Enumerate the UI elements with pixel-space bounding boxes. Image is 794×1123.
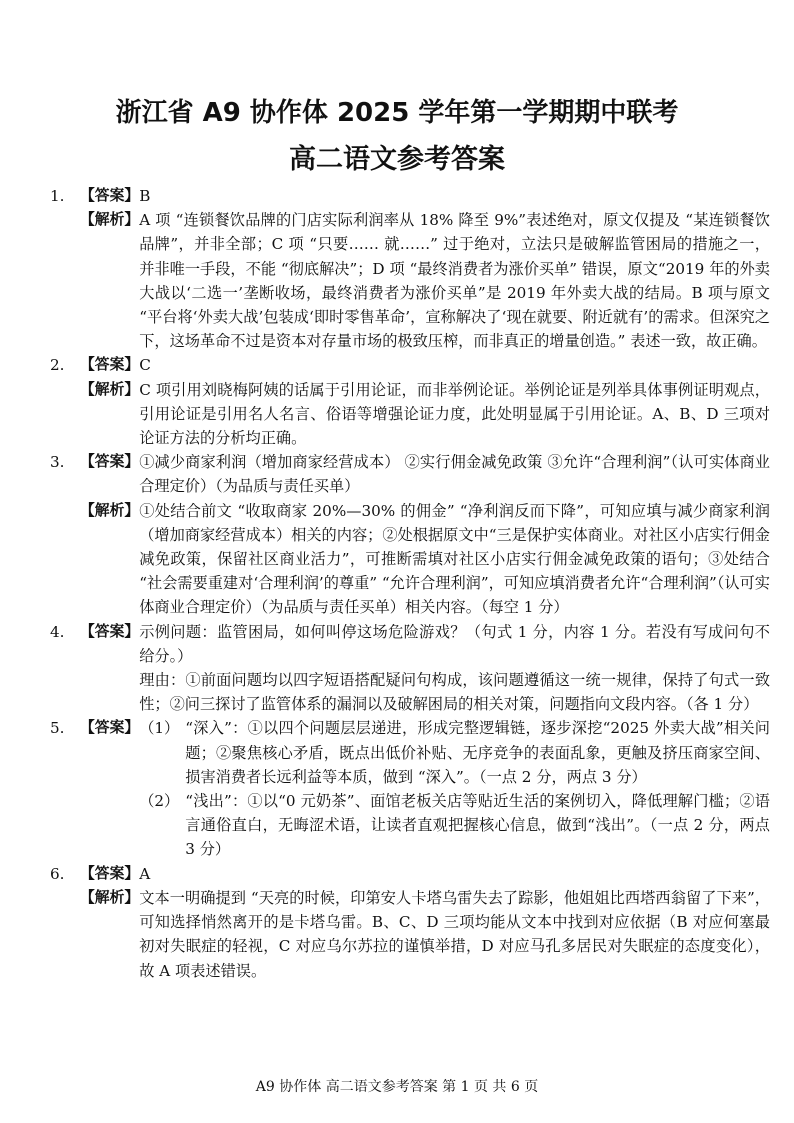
answer-tag: 【答案】: [80, 864, 140, 882]
part-label: （1）: [139, 719, 180, 738]
answer-part-1: [139, 716, 770, 789]
analysis-text: 文本一明确提到 “天亮的时候，印第安人卡塔乌雷失去了踪影，他姐姐比西塔西翁留了下来”，可知选择悄然离开的是卡塔乌雷。B、C、D 三项均能从文本中找到对应依据（B 对应何塞最初对失眠症的轻视，C 对应乌尔苏拉的谨慎举措，D 对应马孔多居民对失眠症的态度变化），故 A 项表述错误。: [139, 888, 770, 980]
answer-tag: 【答案】: [80, 356, 140, 374]
question-4: [50, 620, 770, 717]
question-5: [50, 716, 770, 861]
analysis-text: C 项引用刘晓梅阿姨的话属于引用论证，而非举例论证。举例论证是列举具体事例证明观点，引用论证是引用名人名言、俗语等增强论证力度，此处明显属于引用论证。A、B、D 三项对论证方法的分析均正确。: [139, 380, 770, 448]
analysis-tag: 【解析】: [80, 211, 140, 229]
question-number: 4.: [50, 622, 65, 641]
question-1: [50, 184, 770, 353]
reason-text: 理由：①前面问题均以四字短语搭配疑问句构成，该问题遵循这一统一规律，保持了句式一致性；②问三探讨了监管体系的漏洞以及破解困局的相关对策，问题指向文段内容。（各 1 分）: [139, 671, 770, 714]
answer-list: [50, 184, 770, 983]
analysis-text: ①处结合前文 “收取商家 20%—30% 的佣金” “净利润反而下降”，可知应填与减少商家利润（增加商家经营成本）相关的内容；②处根据原文中“三是保护实体商业。对社区小店实行佣金减免政策，保留社区商业活力”，可推断需填对社区小店实行佣金减免政策的语句；③处结合 “社会需要重建对‘合理利润’的尊重” “允许合理利润”，可知应填消费者允许“合理利润”（认可实体商业合理定价）（为品质与责任买单）相关内容。（每空 1 分）: [139, 501, 770, 617]
question-number: 1.: [50, 187, 65, 205]
question-number: 3.: [50, 453, 65, 472]
answer-text: 示例问题：监管困局，如何叫停这场危险游戏？（句式 1 分，内容 1 分。若没有写成问句不给分。）: [139, 622, 770, 665]
answer-text: B: [139, 187, 151, 205]
document-subtitle: 高二语文参考答案: [289, 144, 505, 175]
answer-part-2: [139, 789, 770, 862]
question-3: [50, 450, 770, 619]
question-6: [50, 862, 770, 983]
answer-tag: 【答案】: [80, 622, 140, 640]
answer-text: A: [139, 864, 151, 883]
analysis-text: A 项 “连锁餐饮品牌的门店实际利润率从 18% 降至 9%”表述绝对，原文仅提及 “某连锁餐饮品牌”，并非全部；C 项 “只要…… 就……” 过于绝对，立法只是破解监管困局的措施之一，并非唯一手段，不能 “彻底解决”；D 项 “最终消费者为涨价买单” 错误，原文“2019 年的外卖大战以‘二选一’垄断收场，最终消费者为涨价买单”是 2019 年外卖大战的结局。B 项与原文 “平台将‘外卖大战’包装成‘即时零售革命’，宣称解决了‘现在就要、附近就有’的需求。但深究之下，这场革命不过是资本对存量市场的极致压榨，而非真正的增量创造。” 表述一致，故正确。: [139, 211, 770, 351]
question-number: 6.: [50, 864, 65, 883]
answer-text: ①减少商家利润（增加商家经营成本） ②实行佣金减免政策 ③允许“合理利润”（认可实体商业合理定价）（为品质与责任买单）: [139, 453, 770, 496]
part-label: （2）: [139, 792, 180, 811]
exam-title: 浙江省 A9 协作体 2025 学年第一学期期中联考: [115, 98, 679, 128]
analysis-tag: 【解析】: [80, 888, 140, 906]
question-2: [50, 353, 770, 450]
question-number: 2.: [50, 356, 65, 375]
answer-tag: 【答案】: [80, 187, 140, 204]
answer-tag: 【答案】: [80, 719, 140, 737]
answer-text: C: [139, 356, 151, 375]
question-number: 5.: [50, 719, 65, 738]
analysis-tag: 【解析】: [80, 501, 140, 519]
part-text: “浅出”：①以“0 元奶茶”、面馆老板关店等贴近生活的案例切入，降低理解门槛；②语言通俗直白，无晦涩术语，让读者直观把握核心信息，做到“浅出”。（一点 2 分，两点 3 分）: [185, 792, 770, 859]
page-footer: A9 协作体 高二语文参考答案 第 1 页 共 6 页: [255, 1079, 539, 1095]
part-text: “深入”：①以四个问题层层递进，形成完整逻辑链，逐步深挖“2025 外卖大战”相关问题；②聚焦核心矛盾，既点出低价补贴、无序竞争的表面乱象，更触及挤压商家空间、损害消费者长远利益等本质，做到 “深入”。（一点 2 分，两点 3 分）: [185, 719, 770, 786]
answer-tag: 【答案】: [80, 453, 140, 471]
analysis-tag: 【解析】: [80, 380, 140, 398]
